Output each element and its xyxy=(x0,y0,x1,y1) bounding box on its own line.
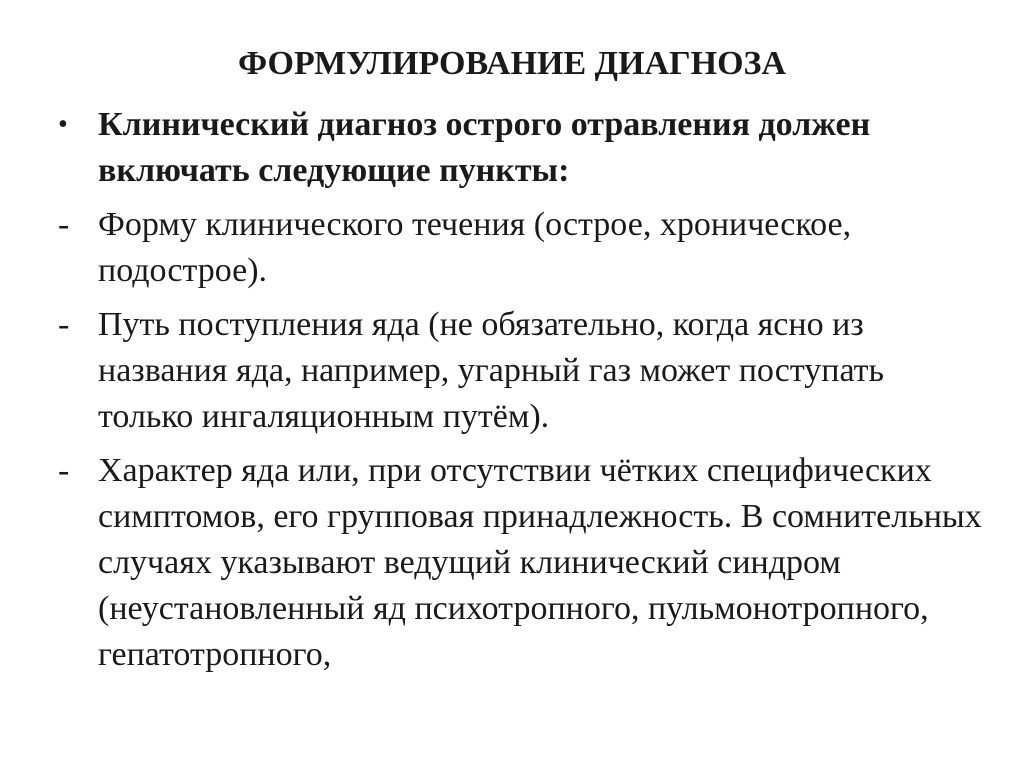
list-item-dash xyxy=(0,202,1024,294)
slide-content-list xyxy=(0,102,1024,686)
bullet-marker: • xyxy=(58,109,68,140)
list-item-text: Характер яда или, при отсутствии чётких специфических симптомов, его групповая принадлежность. В сомнительных случаях указывают ведущий клинический синдром (неустановленный яд психотропного, пульмонотропного, гепатотропного, xyxy=(98,452,982,673)
list-item-dash xyxy=(0,302,1024,440)
dash-marker: - xyxy=(58,306,70,343)
slide-title: ФОРМУЛИРОВАНИЕ ДИАГНОЗА xyxy=(237,45,787,82)
list-item-text: Путь поступления яда (не обязательно, когда ясно из названия яда, например, угарный газ может поступать только ингаляционным путём). xyxy=(98,306,885,435)
dash-marker: - xyxy=(58,206,70,243)
list-item-bullet xyxy=(0,102,1024,194)
list-item-text: Форму клинического течения (острое, хроническое, подострое). xyxy=(98,206,852,289)
list-item-text: Клинический диагноз острого отравления должен включать следующие пункты: xyxy=(98,106,871,189)
dash-marker: - xyxy=(58,452,70,489)
list-item-dash xyxy=(0,448,1024,678)
